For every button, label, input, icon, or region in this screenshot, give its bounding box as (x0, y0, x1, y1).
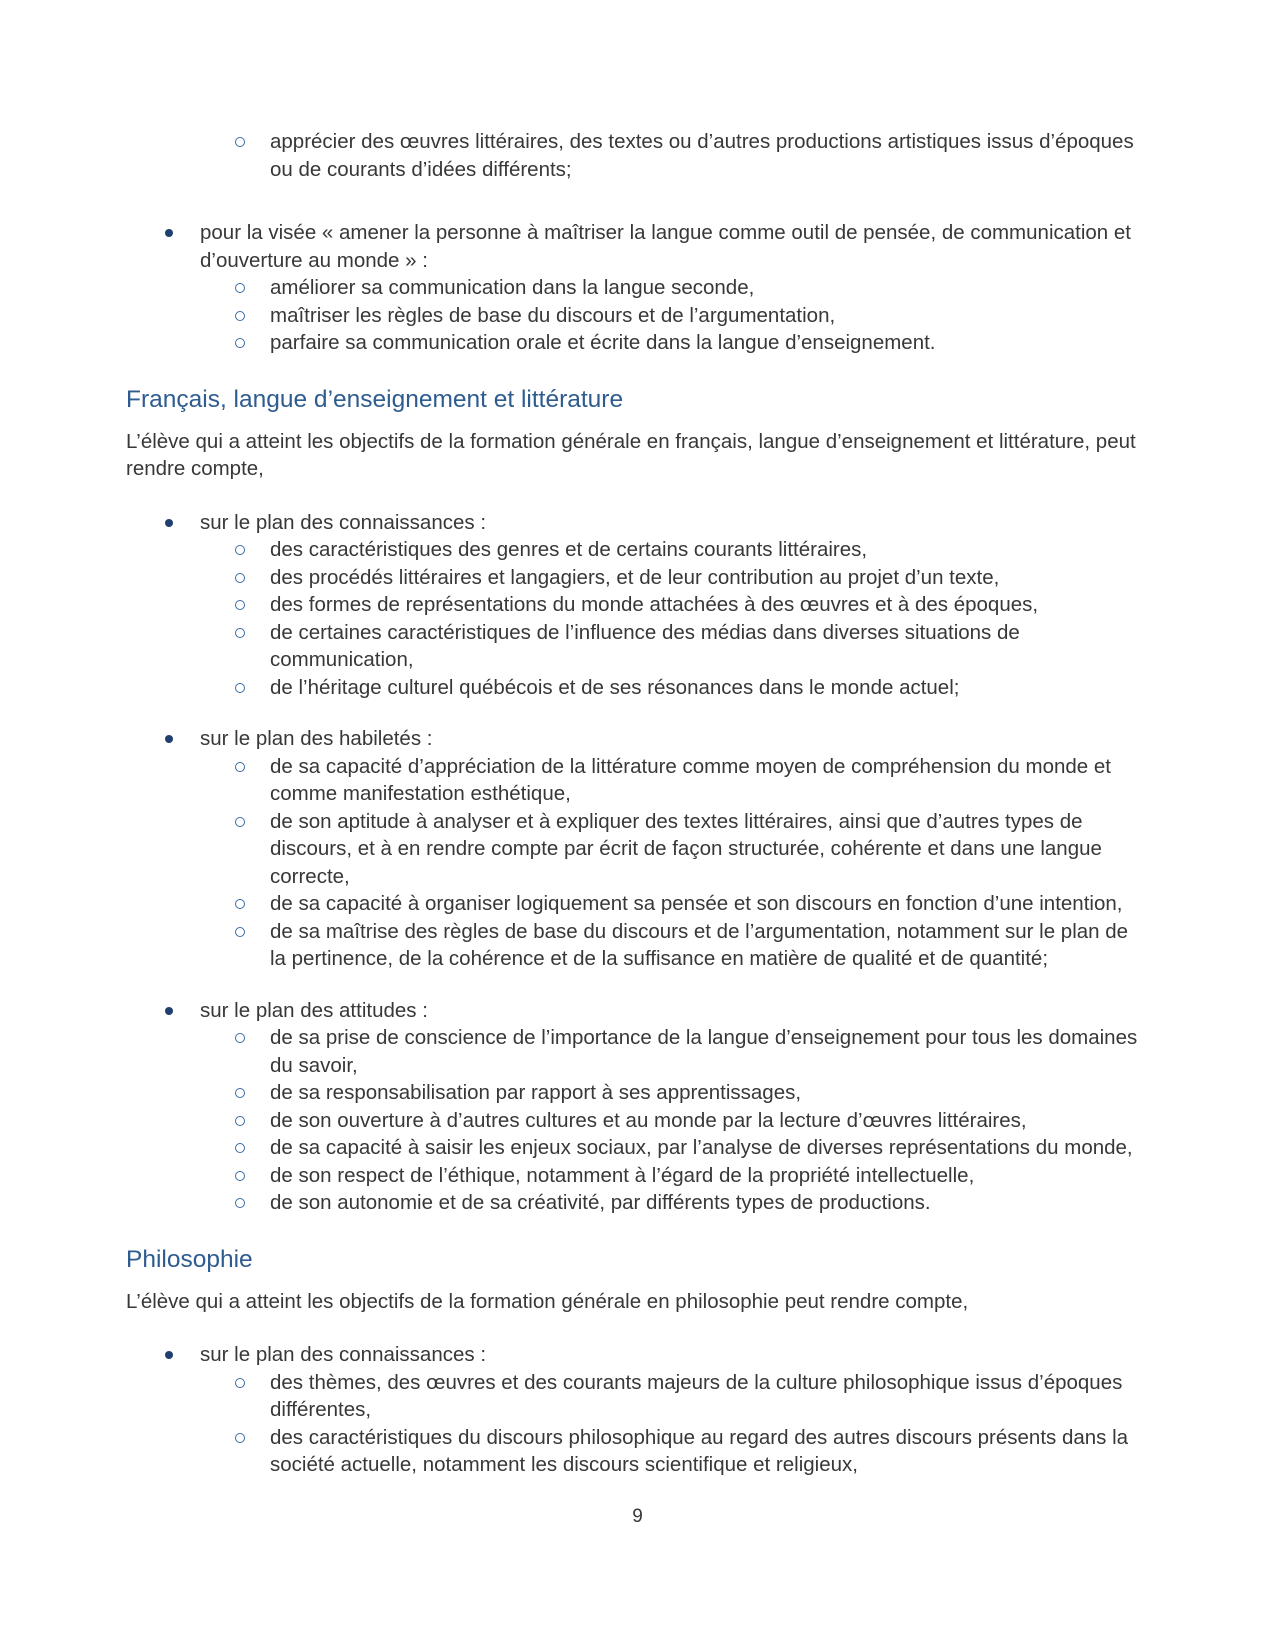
circle-bullet-icon (235, 283, 245, 293)
intro-paragraph-philosophie: L’élève qui a atteint les objectifs de la formation générale en philosophie peut rendre compte, (126, 1289, 969, 1313)
list-item-text: maîtriser les règles de base du discours et de l’argumentation, (270, 303, 836, 327)
list-item-text: de l’héritage culturel québécois et de ses résonances dans le monde actuel; (270, 675, 960, 699)
visee-bullet-group (126, 219, 1149, 357)
circle-bullet-icon (235, 600, 245, 610)
page-number: 9 (632, 1505, 643, 1527)
circle-bullet-icon (235, 311, 245, 321)
attitudes-bullet-group (126, 997, 1149, 1217)
circle-bullet-icon (235, 1088, 245, 1098)
circle-bullet-icon (235, 1116, 245, 1126)
list-item (126, 1189, 1149, 1217)
connaissances-bullet-group (126, 509, 1149, 702)
list-item-text: de sa capacité à organiser logiquement sa pensée et son discours en fonction d’une intention, (270, 892, 1123, 915)
list-item-text: des caractéristiques du discours philosophique au regard des autres discours présents dans la société actuelle, notamment les discours scientifique et religieux, (270, 1425, 1129, 1476)
list-item-text: de sa maîtrise des règles de base du discours et de l’argumentation, notamment sur le plan de la pertinence, de la cohérence et de la suffisance en matière de qualité et de quantité; (270, 919, 1129, 970)
circle-bullet-icon (235, 762, 245, 772)
list-item (126, 536, 1149, 564)
list-item (126, 1079, 1149, 1107)
bullet-item (126, 509, 1149, 537)
list-item (126, 1424, 1149, 1479)
list-item (126, 302, 1149, 330)
list-item-text: améliorer sa communication dans la langue seconde, (270, 276, 755, 299)
list-item (126, 128, 1149, 183)
top-sub-list (126, 128, 1149, 183)
bullet-item (126, 1341, 1149, 1369)
circle-bullet-icon (235, 1433, 245, 1443)
bullet-item-text: sur le plan des habiletés : (200, 727, 433, 750)
bullet-item-text: sur le plan des connaissances : (200, 510, 487, 534)
list-item-text: de sa prise de conscience de l’importance de la langue d’enseignement pour tous les domaines du savoir, (270, 1026, 1138, 1077)
list-item-text: des thèmes, des œuvres et des courants majeurs de la culture philosophique issus d’époques différentes, (270, 1370, 1123, 1421)
bullet-item (126, 725, 1149, 753)
circle-bullet-icon (235, 1171, 245, 1181)
list-item (126, 274, 1149, 302)
list-item-text: des caractéristiques des genres et de certains courants littéraires, (270, 538, 868, 561)
bullet-dot-icon (165, 1351, 173, 1359)
list-item (126, 591, 1149, 619)
bullet-item (126, 997, 1149, 1025)
circle-bullet-icon (235, 817, 245, 827)
section-heading-philosophie: Philosophie (126, 1245, 253, 1273)
list-item (126, 918, 1149, 973)
list-item-text: de son autonomie et de sa créativité, par différents types de productions. (270, 1191, 931, 1214)
list-item (126, 619, 1149, 674)
list-item (126, 1369, 1149, 1424)
list-item (126, 1134, 1149, 1162)
bullet-dot-icon (165, 519, 173, 527)
list-item-text: de son respect de l’éthique, notamment à l’égard de la propriété intellectuelle, (270, 1163, 975, 1187)
list-item-text: des formes de représentations du monde attachées à des œuvres et à des époques, (270, 593, 1039, 616)
circle-bullet-icon (235, 137, 245, 147)
list-item-text: des procédés littéraires et langagiers, et de leur contribution au projet d’un texte, (270, 565, 1000, 589)
circle-bullet-icon (235, 338, 245, 348)
circle-bullet-icon (235, 1198, 245, 1208)
list-item (126, 1024, 1149, 1079)
circle-bullet-icon (235, 545, 245, 555)
list-item-text: de certaines caractéristiques de l’influence des médias dans diverses situations de communication, (270, 620, 1020, 671)
list-item (126, 753, 1149, 808)
list-item (126, 674, 1149, 702)
bullet-item-text: pour la visée « amener la personne à maîtriser la langue comme outil de pensée, de communication et d’ouverture au monde » : (200, 221, 1131, 272)
list-item (126, 890, 1149, 918)
circle-bullet-icon (235, 573, 245, 583)
circle-bullet-icon (235, 1378, 245, 1388)
list-item-text: de son aptitude à analyser et à expliquer des textes littéraires, ainsi que d’autres types de discours, et à en rendre compte par écrit de façon structurée, cohérente et dans une langue correcte, (270, 809, 1102, 888)
circle-bullet-icon (235, 899, 245, 909)
list-item (126, 564, 1149, 592)
list-item (126, 808, 1149, 891)
intro-paragraph-francais: L’élève qui a atteint les objectifs de la formation générale en français, langue d’enseignement et littérature, peut rendre compte, (126, 429, 1136, 480)
list-item (126, 1107, 1149, 1135)
circle-bullet-icon (235, 683, 245, 693)
bullet-dot-icon (165, 229, 173, 237)
circle-bullet-icon (235, 927, 245, 937)
bullet-dot-icon (165, 735, 173, 743)
section-heading-francais: Français, langue d’enseignement et littérature (126, 385, 624, 413)
bullet-dot-icon (165, 1007, 173, 1015)
list-item-text: de sa capacité à saisir les enjeux sociaux, par l’analyse de diverses représentations du monde, (270, 1136, 1133, 1159)
bullet-item-text: sur le plan des attitudes : (200, 998, 428, 1022)
list-item-text: apprécier des œuvres littéraires, des textes ou d’autres productions artistiques issus d’époques ou de courants d’idées différents; (270, 130, 1134, 181)
list-item-text: de son ouverture à d’autres cultures et au monde par la lecture d’œuvres littéraires, (270, 1108, 1027, 1132)
philosophie-bullet-group (126, 1341, 1149, 1479)
list-item (126, 329, 1149, 357)
list-item (126, 1162, 1149, 1190)
circle-bullet-icon (235, 1143, 245, 1153)
circle-bullet-icon (235, 628, 245, 638)
bullet-item (126, 219, 1149, 274)
bullet-item-text: sur le plan des connaissances : (200, 1343, 487, 1366)
list-item-text: de sa capacité d’appréciation de la littérature comme moyen de compréhension du monde et comme manifestation esthétique, (270, 754, 1111, 805)
circle-bullet-icon (235, 1033, 245, 1043)
habiletes-bullet-group (126, 725, 1149, 973)
list-item-text: de sa responsabilisation par rapport à ses apprentissages, (270, 1081, 802, 1104)
list-item-text: parfaire sa communication orale et écrite dans la langue d’enseignement. (270, 331, 936, 354)
